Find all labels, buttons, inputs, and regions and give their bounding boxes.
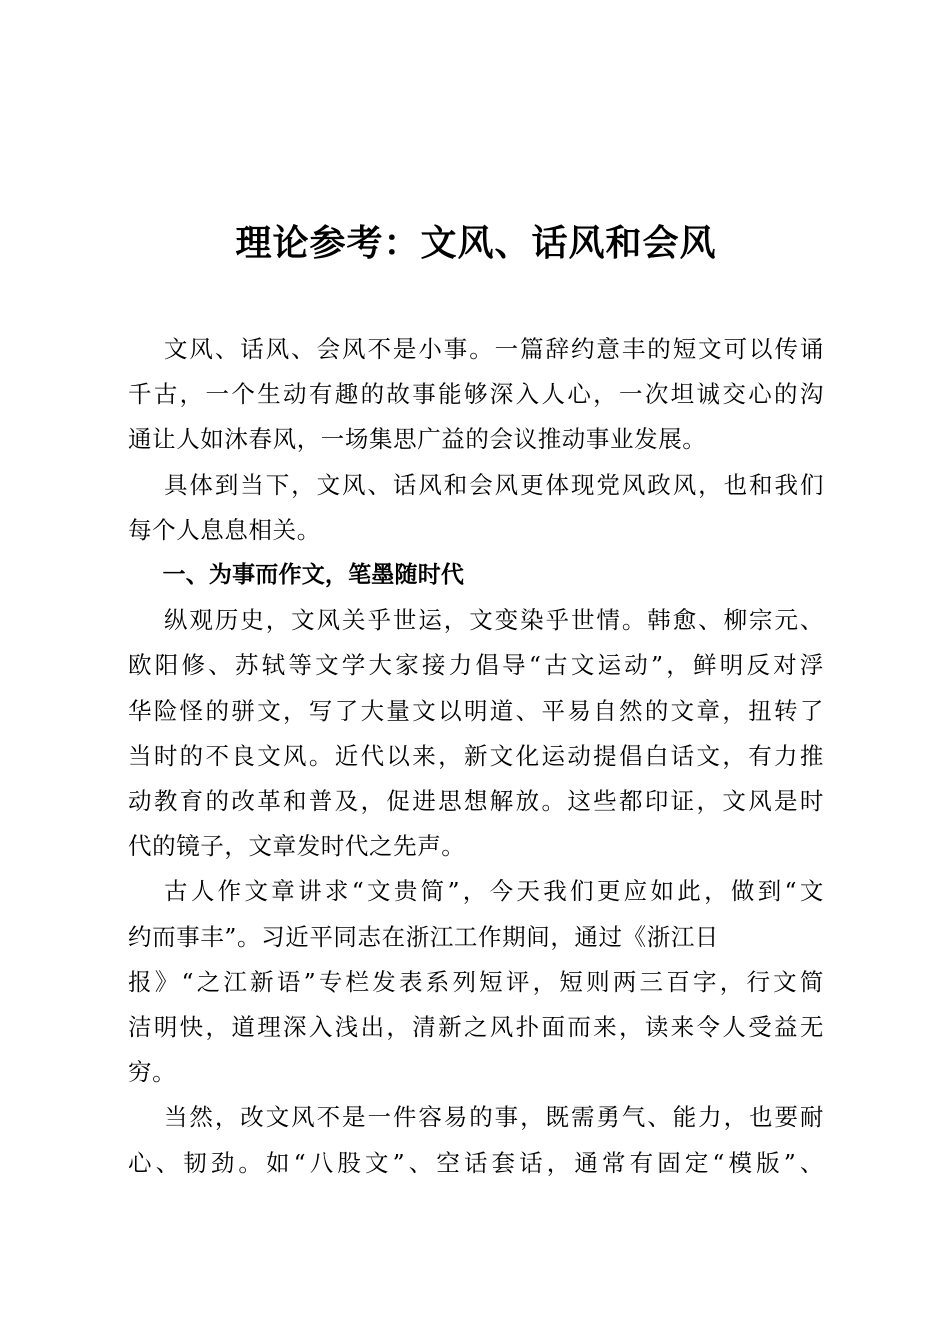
text-line: 具体到当下，文风、话风和会风更体现党风政风，也和我们 xyxy=(164,470,824,499)
document-body xyxy=(128,327,824,1186)
paragraph-reform xyxy=(128,1095,824,1185)
text-line: 古人作文章讲求“文贵简”，今天我们更应如此，做到“文 xyxy=(164,877,824,906)
document-title: 理论参考：文风、话风和会风 xyxy=(235,223,717,264)
paragraph-context xyxy=(128,463,824,553)
paragraph-concise xyxy=(128,869,824,1095)
text-line: 千古，一个生动有趣的故事能够深入人心，一次坦诚交心的沟 xyxy=(128,380,824,409)
text-line: 代的镜子，文章发时代之先声。 xyxy=(128,832,466,861)
section-heading-1: 一、为事而作文，笔墨随时代 xyxy=(162,562,465,589)
text-line: 动教育的改革和普及，促进思想解放。这些都印证，文风是时 xyxy=(128,787,824,816)
text-line: 华险怪的骈文，写了大量文以明道、平易自然的文章，扭转了 xyxy=(128,696,824,725)
text-line: 约而事丰”。习近平同志在浙江工作期间，通过《浙江日 xyxy=(128,922,720,951)
text-line: 纵观历史，文风关乎世运，文变染乎世情。韩愈、柳宗元、 xyxy=(164,606,824,635)
text-line: 欧阳修、苏轼等文学大家接力倡导“古文运动”，鲜明反对浮 xyxy=(128,651,824,680)
text-line: 心、韧劲。如“八股文”、空话套话，通常有固定“模版”、 xyxy=(128,1148,824,1177)
text-line: 每个人息息相关。 xyxy=(128,515,321,544)
text-line: 当时的不良文风。近代以来，新文化运动提倡白话文，有力推 xyxy=(128,741,824,770)
paragraph-history xyxy=(128,598,824,869)
text-line: 通让人如沐春风，一场集思广益的会议推动事业发展。 xyxy=(128,425,707,454)
text-line: 洁明快，道理深入浅出，清新之风扑面而来，读来令人受益无 xyxy=(128,1013,824,1042)
text-line: 报》“之江新语”专栏发表系列短评，短则两三百字，行文简 xyxy=(128,967,824,996)
paragraph-intro xyxy=(128,327,824,463)
text-line: 文风、话风、会风不是小事。一篇辞约意丰的短文可以传诵 xyxy=(164,335,824,363)
text-line: 穷。 xyxy=(128,1058,177,1087)
text-line: 当然，改文风不是一件容易的事，既需勇气、能力，也要耐 xyxy=(164,1103,824,1132)
